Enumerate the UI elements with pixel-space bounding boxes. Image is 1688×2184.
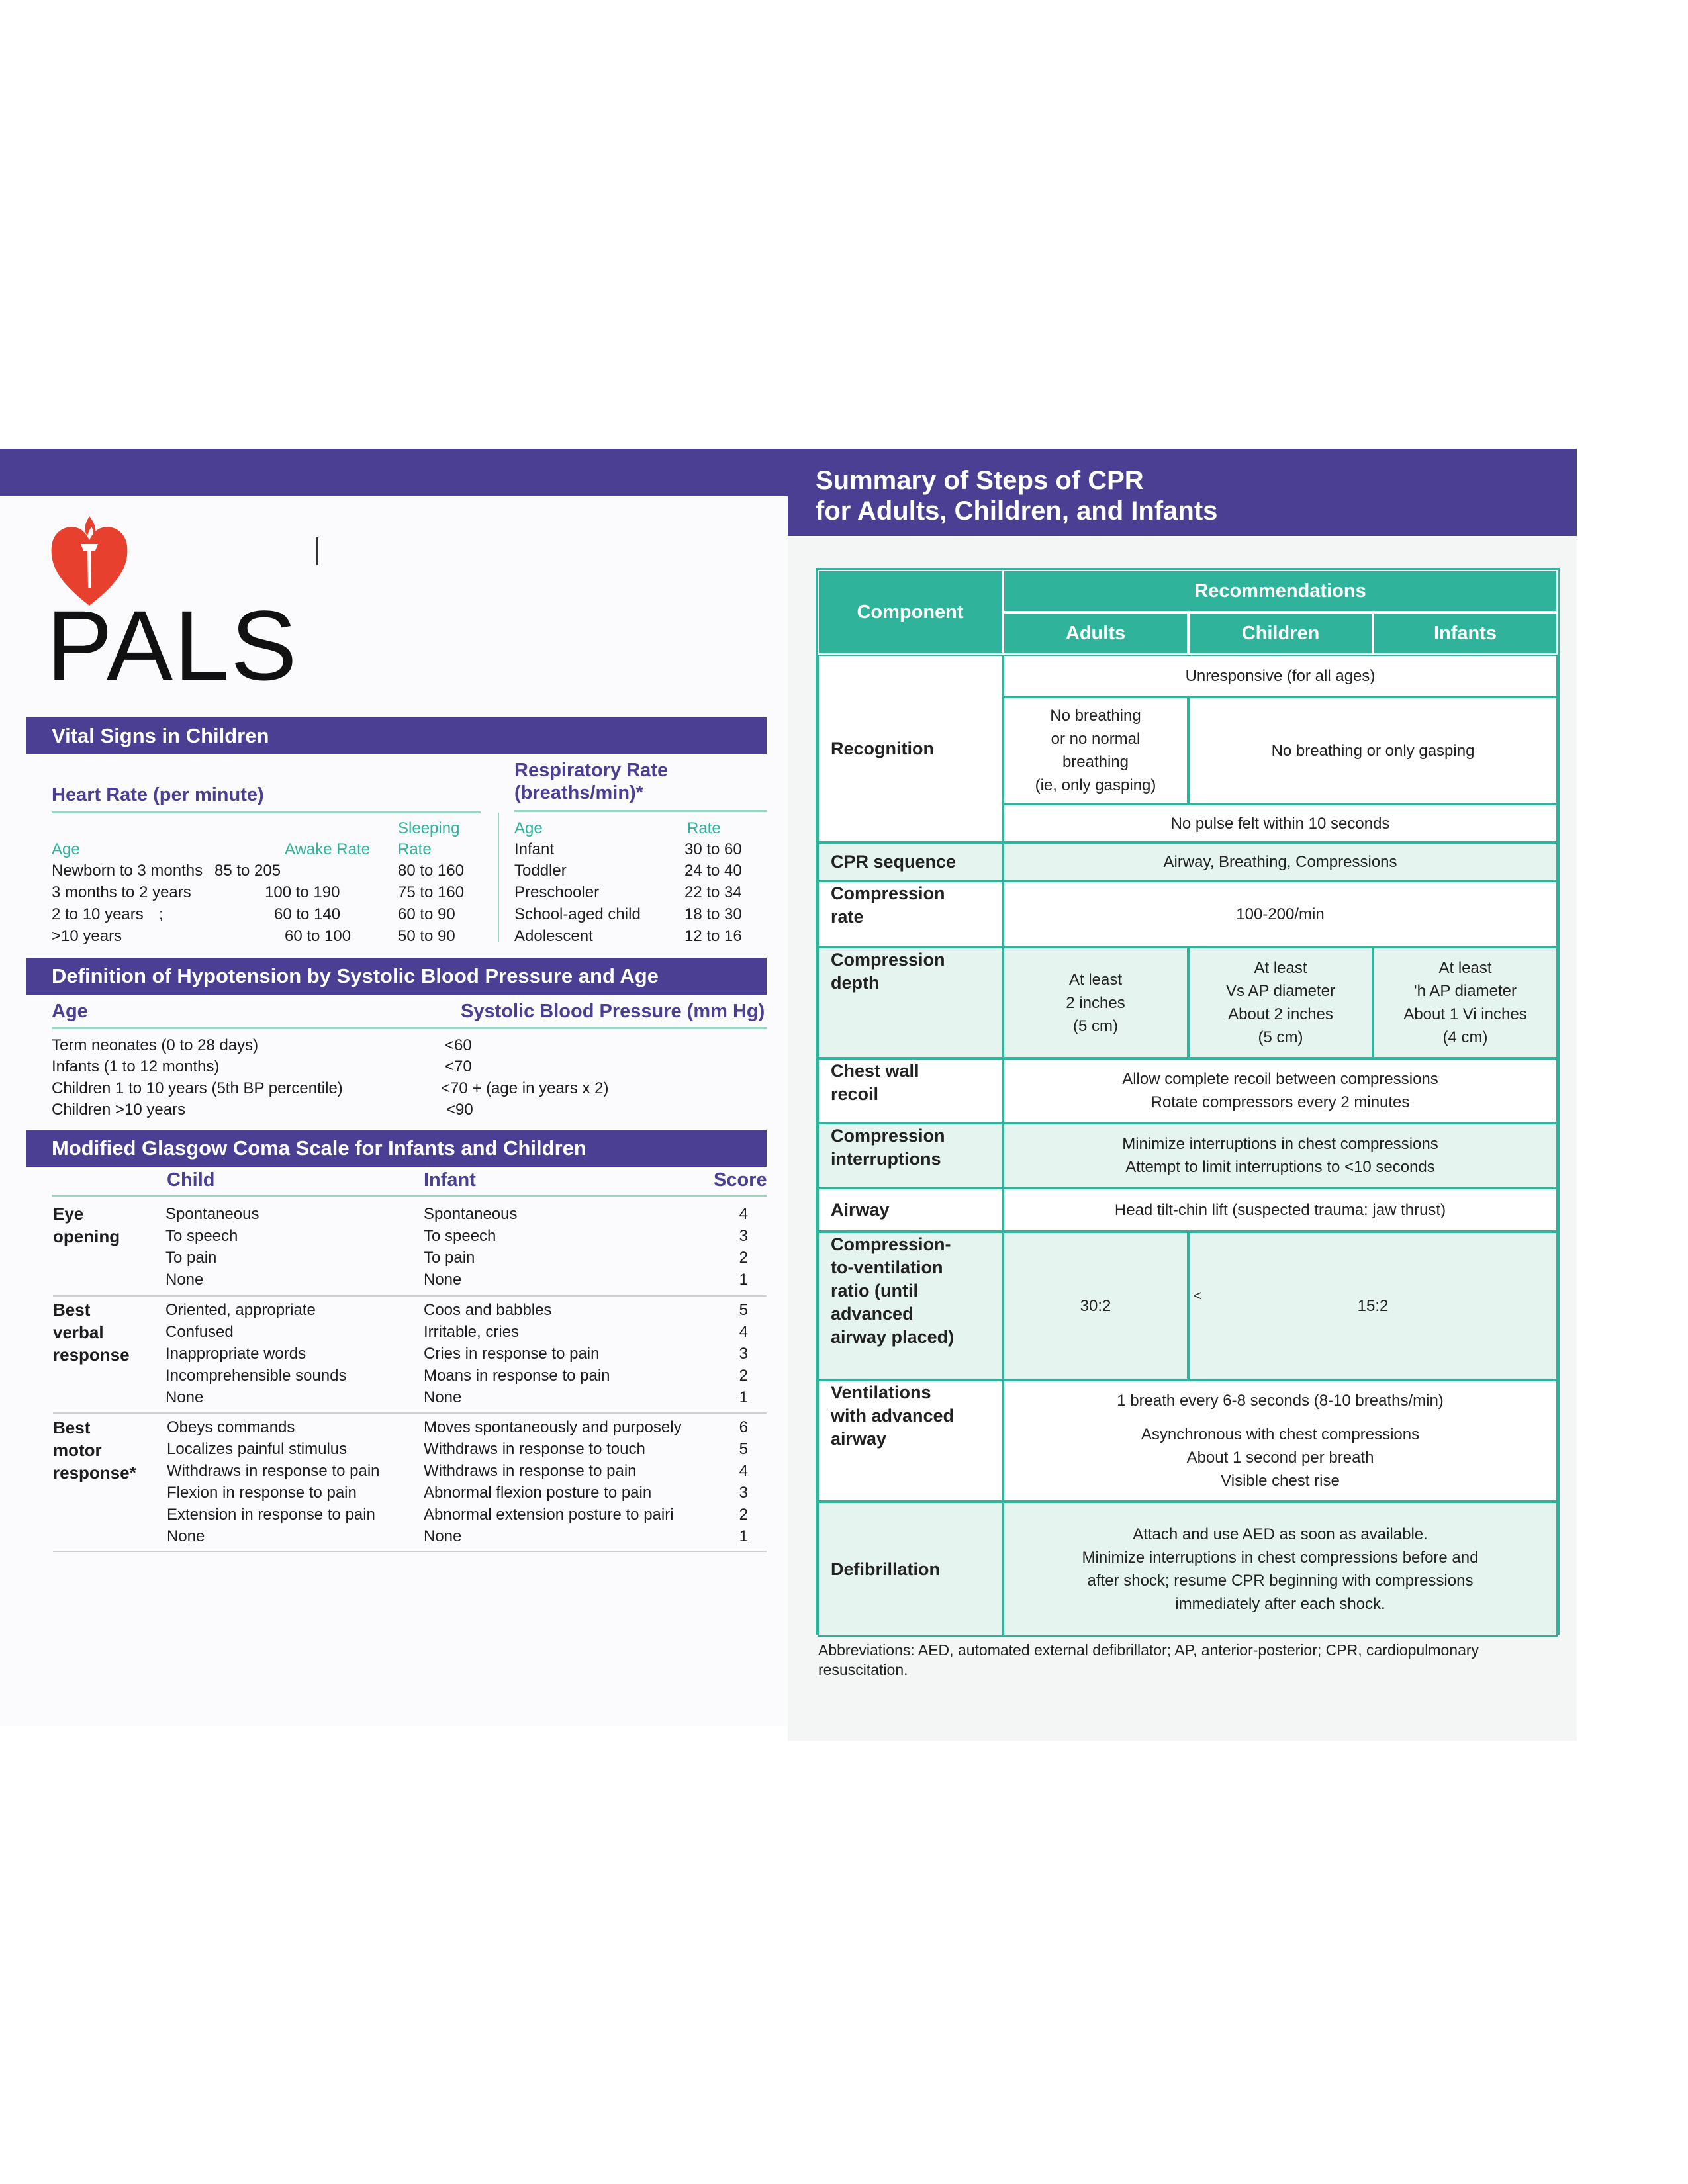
gcs-score: 1 (739, 1527, 748, 1545)
rr-row-rate: 24 to 40 (684, 862, 742, 880)
gcs-child-response: Withdraws in response to pain (167, 1462, 380, 1480)
defibrillation-value: Attach and use AED as soon as available. Minimize interruptions in chest compressions before and after shock; resume CPR beginning with compressions immediately after each shock. (1003, 1502, 1558, 1637)
ratio-kids: 15:2 (1188, 1232, 1558, 1380)
gcs-separator (53, 1551, 767, 1552)
gcs-score: 2 (739, 1367, 748, 1385)
gcs-score: 5 (739, 1440, 748, 1458)
hr-row-sleeping: 60 to 90 (398, 905, 455, 923)
gcs-group-label: Best motor response* (53, 1418, 136, 1482)
gcs-bar: Modified Glasgow Coma Scale for Infants and Children (26, 1130, 767, 1167)
rr-row-rate: 22 to 34 (684, 884, 742, 901)
gcs-child-response: Incomprehensible sounds (165, 1367, 347, 1385)
rr-col-age: Age (514, 819, 543, 837)
hr-row-age: 2 to 10 years (52, 905, 144, 923)
hdr-adults: Adults (1003, 612, 1188, 655)
hypo-row-age: Children 1 to 10 years (5th BP percentile) (52, 1079, 343, 1097)
recognition-kids: No breathing or only gasping (1188, 697, 1558, 804)
hypo-col-sbp: Systolic Blood Pressure (mm Hg) (461, 1001, 765, 1022)
gcs-rule (52, 1195, 767, 1197)
cpr-table (816, 568, 1560, 1635)
rr-row-rate: 30 to 60 (684, 841, 742, 858)
hdr-infants: Infants (1373, 612, 1558, 655)
resp-rate-title-1: Respiratory Rate (514, 760, 669, 781)
hdr-children: Children (1188, 612, 1373, 655)
gcs-child-response: Spontaneous (165, 1205, 259, 1223)
hypo-row-sbp: <70 (445, 1058, 472, 1075)
gcs-child-response: Flexion in response to pain (167, 1484, 357, 1502)
depth-infants: At least 'h AP diameter About 1 Vi inches (4 cm) (1373, 947, 1558, 1058)
row-label-chest-wall-recoil: Chest wall recoil (818, 1058, 1003, 1123)
gcs-group-label: Eye opening (53, 1204, 120, 1246)
row-label-compression-ventilation-ratio: Compression- to-ventilation ratio (until advanced airway placed) (818, 1232, 1003, 1380)
gcs-infant-response: Coos and babbles (424, 1301, 552, 1319)
hr-row-awake: 60 to 140 (274, 905, 341, 923)
gcs-child-response: None (167, 1527, 205, 1545)
gcs-infant-response: None (424, 1388, 462, 1406)
gcs-score: 3 (739, 1345, 748, 1363)
rr-row-age: School-aged child (514, 905, 641, 923)
hypo-row-sbp: <70 + (age in years x 2) (441, 1079, 609, 1097)
gcs-infant-col (424, 1203, 517, 1291)
gcs-child-col (165, 1203, 259, 1291)
gcs-score: 1 (739, 1388, 748, 1406)
row-label-airway: Airway (818, 1188, 1003, 1232)
hr-row-sleeping: 50 to 90 (398, 927, 455, 945)
cpr-title-line2: for Adults, Children, and Infants (816, 496, 1218, 525)
gcs-score-col (728, 1299, 748, 1408)
rr-row-age: Preschooler (514, 884, 600, 901)
gcs-infant-response: Abnormal extension posture to pairi (424, 1506, 674, 1524)
ratio-stray-mark: < (1194, 1287, 1202, 1304)
heart-rate-rule (52, 811, 481, 813)
cpr-sequence-value: Airway, Breathing, Compressions (1003, 842, 1558, 881)
hr-row-age: 3 months to 2 years (52, 884, 191, 901)
rr-row-age: Adolescent (514, 927, 593, 945)
gcs-infant-response: Withdraws in response to pain (424, 1462, 637, 1480)
gcs-child-response: Oriented, appropriate (165, 1301, 316, 1319)
page-title: PALS (46, 590, 299, 701)
compression-rate-value: 100-200/min (1003, 881, 1558, 947)
gcs-score: 2 (739, 1506, 748, 1524)
rr-row-rate: 18 to 30 (684, 905, 742, 923)
row-label-compression-interruptions: Compression interruptions (818, 1123, 1003, 1188)
compression-interruptions-value: Minimize interruptions in chest compressions Attempt to limit interruptions to <10 seconds (1003, 1123, 1558, 1188)
row-label-ventilations: Ventilations with advanced airway (818, 1380, 1003, 1502)
gcs-score: 3 (739, 1227, 748, 1245)
hr-col-sleeping-2: Rate (398, 841, 432, 858)
row-label-defibrillation: Defibrillation (818, 1502, 1003, 1637)
rr-row-rate: 12 to 16 (684, 927, 742, 945)
rr-row-age: Toddler (514, 862, 567, 880)
gcs-col-child: Child (167, 1169, 215, 1191)
gcs-score: 1 (739, 1271, 748, 1289)
gcs-score: 6 (739, 1418, 748, 1436)
gcs-infant-response: To pain (424, 1249, 475, 1267)
gcs-infant-response: To speech (424, 1227, 496, 1245)
gcs-infant-response: Abnormal flexion posture to pain (424, 1484, 652, 1502)
gcs-group-label: Best verbal response (53, 1300, 130, 1365)
gcs-score: 4 (739, 1462, 748, 1480)
gcs-child-response: To speech (165, 1227, 238, 1245)
gcs-infant-col (424, 1299, 610, 1408)
hypo-rule (52, 1027, 767, 1029)
gcs-infant-col (424, 1416, 682, 1547)
gcs-col-score: Score (714, 1169, 767, 1191)
depth-children: At least Vs AP diameter About 2 inches (5 cm) (1188, 947, 1373, 1058)
gcs-child-response: Localizes painful stimulus (167, 1440, 348, 1458)
gcs-child-response: Confused (165, 1323, 234, 1341)
gcs-infant-response: Moans in response to pain (424, 1367, 610, 1385)
hr-row-awake: 85 to 205 (214, 862, 281, 880)
row-label-compression-depth: Compression depth (818, 947, 1003, 1058)
hypotension-bar: Definition of Hypotension by Systolic Blood Pressure and Age (26, 958, 767, 995)
recognition-pulse: No pulse felt within 10 seconds (1003, 804, 1558, 842)
resp-rate-rule (514, 810, 767, 812)
hypo-row-age: Children >10 years (52, 1101, 186, 1118)
gcs-child-response: Obeys commands (167, 1418, 295, 1436)
hr-row-age: Newborn to 3 months (52, 862, 203, 880)
gcs-infant-response: Spontaneous (424, 1205, 518, 1223)
rr-row-age: Infant (514, 841, 555, 858)
gcs-score: 4 (739, 1323, 748, 1341)
gcs-score: 4 (739, 1205, 748, 1223)
hr-row-awake: 60 to 100 (285, 927, 352, 945)
gcs-score: 5 (739, 1301, 748, 1319)
resp-rate-title-2: (breaths/min)* (514, 782, 643, 803)
gcs-child-col (167, 1416, 380, 1547)
gcs-score-col (728, 1416, 748, 1547)
gcs-infant-response: Cries in response to pain (424, 1345, 600, 1363)
vital-signs-bar: Vital Signs in Children (26, 717, 767, 754)
gcs-child-response: None (165, 1271, 204, 1289)
gcs-infant-response: Moves spontaneously and purposely (424, 1418, 682, 1436)
heart-rate-title: Heart Rate (per minute) (52, 784, 264, 805)
header-divider (316, 537, 318, 565)
row-label-cpr-sequence: CPR sequence (818, 842, 1003, 881)
hdr-component: Component (818, 570, 1003, 655)
airway-value: Head tilt-chin lift (suspected trauma: jaw thrust) (1003, 1188, 1558, 1232)
gcs-infant-response: None (424, 1271, 462, 1289)
gcs-child-response: None (165, 1388, 204, 1406)
hdr-recommendations: Recommendations (1003, 570, 1558, 612)
ventilations-value: 1 breath every 6-8 seconds (8-10 breaths/min) Asynchronous with chest compressions About 1 second per breath Visible chest rise (1003, 1380, 1558, 1502)
hr-row-awake: 100 to 190 (265, 884, 340, 901)
row-label-compression-rate: Compression rate (818, 881, 1003, 947)
hypo-row-sbp: <60 (445, 1036, 472, 1054)
gcs-child-response: Inappropriate words (165, 1345, 306, 1363)
stray-mark: ; (159, 905, 164, 923)
abbreviations-note: Abbreviations: AED, automated external defibrillator; AP, anterior-posterior; CPR, cardiopulmonary resuscitation. (818, 1641, 1479, 1678)
cpr-title-line1: Summary of Steps of CPR (816, 466, 1144, 495)
recognition-all: Unresponsive (for all ages) (1003, 655, 1558, 697)
rr-col-rate: Rate (687, 819, 721, 837)
ratio-adults: 30:2 (1003, 1232, 1188, 1380)
hypo-col-age: Age (52, 1001, 88, 1022)
depth-adults: At least 2 inches (5 cm) (1003, 947, 1188, 1058)
hr-col-awake: Awake Rate (285, 841, 370, 858)
vital-signs-divider (498, 813, 499, 942)
gcs-separator (53, 1412, 767, 1414)
gcs-infant-response: None (424, 1527, 462, 1545)
hr-row-sleeping: 80 to 160 (398, 862, 465, 880)
hypo-row-age: Term neonates (0 to 28 days) (52, 1036, 259, 1054)
gcs-child-response: To pain (165, 1249, 217, 1267)
recognition-adults: No breathing or no normal breathing (ie, only gasping) (1003, 697, 1188, 804)
left-header-band (0, 449, 794, 496)
chest-wall-recoil-value: Allow complete recoil between compressions Rotate compressors every 2 minutes (1003, 1058, 1558, 1123)
gcs-separator (53, 1295, 767, 1297)
gcs-score: 2 (739, 1249, 748, 1267)
gcs-infant-response: Withdraws in response to touch (424, 1440, 645, 1458)
gcs-child-response: Extension in response to pain (167, 1506, 375, 1524)
gcs-infant-response: Irritable, cries (424, 1323, 520, 1341)
gcs-col-infant: Infant (424, 1169, 476, 1191)
gcs-child-col (165, 1299, 347, 1408)
row-label-recognition: Recognition (818, 655, 1003, 842)
hr-row-sleeping: 75 to 160 (398, 884, 465, 901)
hr-col-sleeping-1: Sleeping (398, 819, 460, 837)
gcs-score: 3 (739, 1484, 748, 1502)
hypo-row-age: Infants (1 to 12 months) (52, 1058, 220, 1075)
hr-row-age: >10 years (52, 927, 122, 945)
gcs-score-col (728, 1203, 748, 1291)
hypo-row-sbp: <90 (446, 1101, 473, 1118)
hr-col-age: Age (52, 841, 80, 858)
